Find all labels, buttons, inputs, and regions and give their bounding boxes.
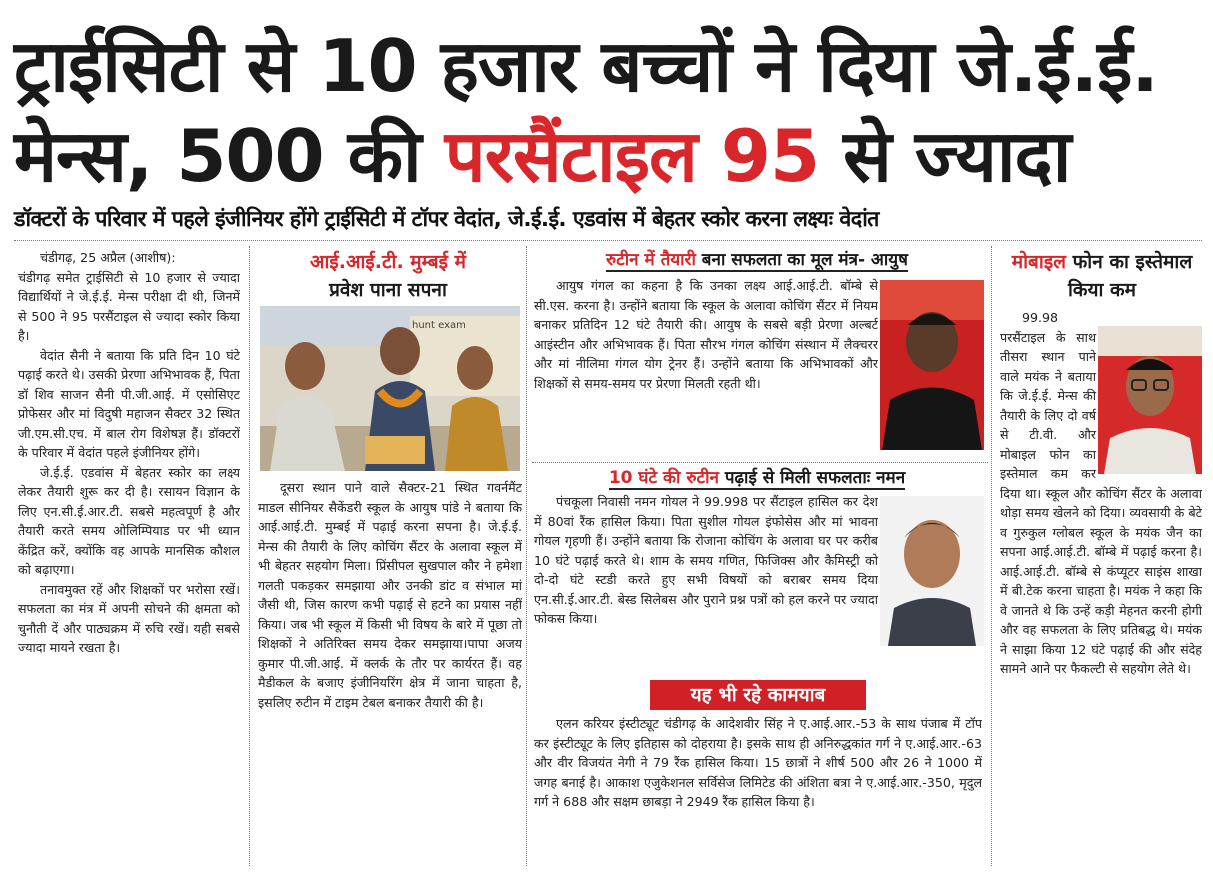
divider-col2 bbox=[526, 246, 527, 866]
col4-paragraph-1: 99.98 परसैंटाइल के साथ तीसरा स्थान पाने वाले मयंक ने बताया कि जे.ई.ई. मेन्स की तैयारी के लिए दो वर्ष से टी.वी. और मोबाइल फोन का इस्तेमाल कम कर दिया था। स्कूल और कोचिंग सैंटर के अलावा थोड़ा समय खेलने को दिया। व्यवसायी के बेटे व गुरुकुल ग्लोबल स्कूल के मयंक जैन का सपना आई.आई.टी. बॉम्बे में पढ़ाई करना है। आई.आई.टी. बॉम्बे से कंप्यूटर साइंस शाखा में बी.टेक करना चाहता है। मयंक ने कहा कि वे जानते थे कि उन्हें कड़ी मेहनत करनी होगी और वह सफलता के लिए प्रतिबद्ध थे। मयंक ने साझा किया 12 घंटे पढ़ाई की और संदेह सामने आने पर फैकल्टी से सहयोग लेते थे। bbox=[1000, 310, 1202, 676]
column-ayush-gangal bbox=[534, 276, 878, 456]
col3a-paragraph-1: आयुष गंगल का कहना है कि उनका लक्ष्य आई.आई.टी. बॉम्बे से सी.एस. करना है। उन्होंने बताया कि स्कूल के अलावा कोचिंग सैंटर में नियम बनाकर प्रतिदिन 12 घंटे तैयारी की। आयुष के सबसे बड़ी प्रेरणा अल्बर्ट आइंस्टीन और अभिभावक हैं। पिता सौरभ गंगल कोचिंग संस्थान में लैक्चरर और मां नीलिमा गंगल योग ट्रेनर हैं। उन्होंने बताया कि अभिभावकों और शिक्षकों से समय-समय पर प्रेरणा मिलती रहती थी। bbox=[534, 278, 878, 391]
banner-paragraph-1: एलन करियर इंस्टीट्यूट चंडीगढ़ के आदेशवीर सिंह ने ए.आई.आर.-53 के साथ पंजाब में टॉप कर इंस्टीट्यूट के लिए इतिहास को दोहराया है। इसके साथ ही अनिरुद्धकांत गर्ग ने ए.आई.आर.-63 और वीर विजयंत नेगी ने 79 रैंक हासिल किया। 15 छात्रों ने शीर्ष 500 और 26 ने 1000 में जगह बनाई है। आकाश एजुकेशनल सर्विसेज लिमिटेड की अंशिता बत्रा ने ए.आई.आर.-350, मृदुल गर्ग ने 688 और सक्षम छाबड़ा ने 2949 रैंक हासिल किया है। bbox=[534, 716, 982, 809]
col2-paragraph-1: दूसरा स्थान पाने वाले सैक्टर-21 स्थित गवर्नमैंट माडल सीनियर सैकेंडरी स्कूल के आयुष पांडे ने बताया कि आई.आई.टी. मुम्बई में पढ़ाई करना सपना है। जे.ई.ई. मेन्स की तैयारी के लिए कोचिंग सैंटर के अलावा स्कूल में भी बेहतर सहयोग मिला। प्रिंसीपल सुखपाल कौर ने हमेशा गलती पकड़कर समझाया और उनकी डांट व संभाल मां जैसी थी, जिस कारण कभी पढ़ाई से हटने का प्रयास नहीं किया। जब भी स्कूल में किसी भी विषय के बारे में पूछा तो शिक्षकों ने अतिरिक्त समय देकर समझाया।पापा अजय कुमार पी.जी.आई. में क्लर्क के तौर पर कार्यरत हैं। वह मैडीकल के बजाए इंजीनियरिंग क्षेत्र में जाना चाहता है, इसलिए रुटीन में टाइम टेबल बनाकर तैयारी की है। bbox=[258, 480, 522, 710]
col4-heading-red: मोबाइल bbox=[1011, 251, 1067, 273]
column-vedant bbox=[18, 248, 240, 868]
dateline: चंडीगढ़, 25 अप्रैल (आशीष): bbox=[40, 250, 176, 265]
col3b-heading-red: 10 घंटे की रुटीन bbox=[608, 468, 719, 488]
col3b-heading-black: पढ़ाई से मिली सफलताः नमन bbox=[718, 468, 906, 488]
divider-col3-col4 bbox=[991, 246, 992, 866]
photo-caption-text: hunt exam bbox=[412, 320, 466, 331]
col3b-heading bbox=[534, 466, 980, 490]
col3b-heading-wrap bbox=[609, 468, 905, 490]
column-ayush-pandey bbox=[258, 478, 522, 868]
headline-percentile-red: परसैंटाइल 95 bbox=[444, 114, 820, 198]
photo-ayush-gangal bbox=[880, 280, 984, 450]
col1-paragraph-4: तनावमुक्त रहें और शिक्षकों पर भरोसा रखें। सफलता का मंत्र में अपनी सोचने की क्षमता को चुनौती दें और पाठ्यक्रम में रुचि रखें। यही सबसे ज्यादा मायने रखता है। bbox=[18, 581, 240, 655]
col1-paragraph-2: वेदांत सैनी ने बताया कि प्रति दिन 10 घंटे पढ़ाई करते थे। उसकी प्रेरणा अभिभावक हैं, पिता डॉ शिव साजन सैनी पी.जी.आई. में एसोसिएट प्रोफेसर और मां विदुषी महाजन सैक्टर 32 स्थित जी.एम.सी.एच. में बाल रोग विशेषज्ञ हैं। डॉक्टरों के परिवार में वेदांत पहले इंजीनियर होंगे। bbox=[18, 347, 240, 460]
photo-ayush-pandey bbox=[260, 306, 520, 471]
col2-heading bbox=[256, 248, 520, 304]
headline-line2 bbox=[14, 108, 1070, 204]
headline-line1: ट्राईसिटी से 10 हजार बच्चों ने दिया जे.ई.ई. bbox=[14, 24, 1158, 108]
col3a-heading bbox=[534, 248, 980, 272]
col4-float-spacer bbox=[1096, 308, 1202, 478]
col3a-heading-red: रुटीन में तैयारी bbox=[606, 250, 696, 270]
column-mayank bbox=[1000, 308, 1202, 868]
also-successful-banner: यह भी रहे कामयाब bbox=[650, 680, 866, 710]
headline-line2-part1: मेन्स, 500 की bbox=[14, 114, 445, 198]
column-also-successful bbox=[534, 714, 982, 866]
col1-paragraph-3: जे.ई.ई. एडवांस में बेहतर स्कोर का लक्ष्य लेकर तैयारी शुरू कर दी है। रसायन विज्ञान के लिए एन.सी.ई.आर.टी. सबसे महत्वपूर्ण है और तैयारी करते समय ओलिम्पियाड पर भी ध्यान केंद्रित करें, क्योंकि वह आपके मानसिक कौशल को बढ़ाएगा। bbox=[18, 464, 240, 577]
divider-top bbox=[14, 240, 1202, 241]
col4-heading bbox=[1000, 248, 1204, 304]
headline-line2-part2: से ज्यादा bbox=[819, 114, 1071, 198]
divider-col3 bbox=[532, 462, 988, 463]
col4-heading-black: फोन का इस्तेमाल किया कम bbox=[1066, 251, 1193, 301]
subheadline: डॉक्टरों के परिवार में पहले इंजीनियर होंगे ट्राईसिटी में टॉपर वेदांत, जे.ई.ई. एडवांस में बेहतर स्कोर करना लक्ष्यः वेदांत bbox=[14, 207, 879, 232]
column-naman bbox=[534, 492, 878, 668]
col3a-heading-wrap bbox=[606, 250, 908, 272]
photo-naman bbox=[880, 496, 984, 646]
col3a-heading-black: बना सफलता का मूल मंत्र- आयुष bbox=[695, 250, 908, 270]
col2-heading-black: प्रवेश पाना सपना bbox=[329, 279, 447, 301]
col1-paragraph-1: चंडीगढ़ समेत ट्राईसिटी से 10 हजार से ज्यादा विद्यार्थियों ने जे.ई.ई. मेन्स परीक्षा दी थी, जिनमें से 500 ने 95 परसैंटाइल से ज्यादा स्कोर किया है। bbox=[18, 269, 240, 343]
col2-heading-red: आई.आई.टी. मुम्बई में bbox=[310, 251, 466, 273]
divider-col1 bbox=[249, 246, 250, 866]
col3b-paragraph-1: पंचकूला निवासी नमन गोयल ने 99.998 पर सैंटाइल हासिल कर देश में 80वां रैंक हासिल किया। पिता सुशील गोयल इंफोसेस और मां भावना गोयल गृहणी हैं। उन्होंने बताया कि रोजाना कोचिंग के अलावा घर पर करीब 10 घंटे पढ़ाई करते थे। शाम के समय गणित, फिजिक्स और कैमिस्ट्री को दो-दो घंटे स्टडी करते हुए सभी विषयों को बराबर समय दिया एन.सी.ई.आर.टी. बेस्ड सिलेबस और पुराने प्रश्न पत्रों को हल करने पर ज्यादा फोकस किया। bbox=[534, 494, 878, 626]
